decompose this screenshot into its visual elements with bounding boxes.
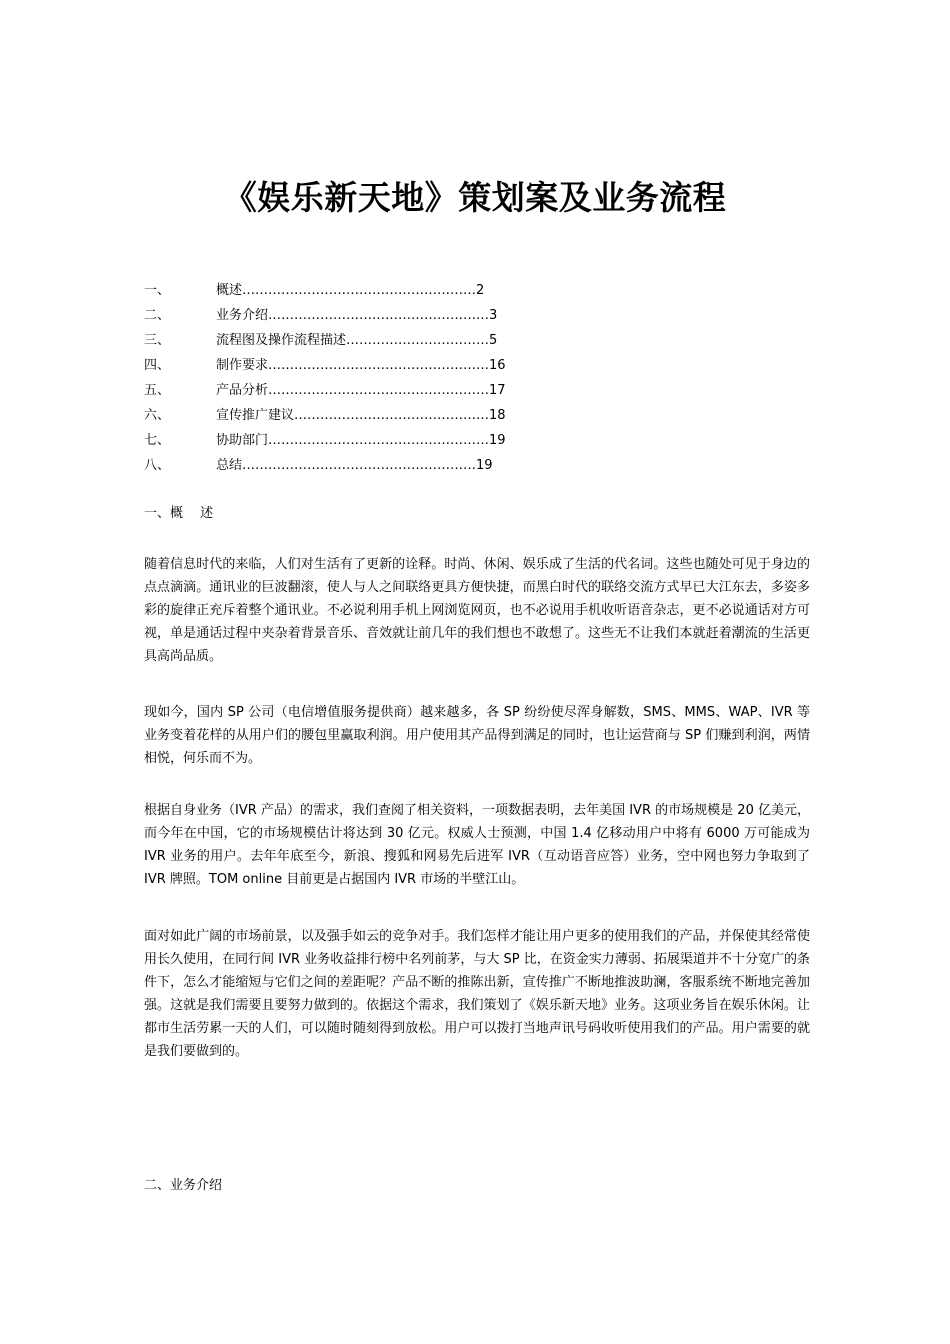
toc-number: 四、 <box>144 358 171 373</box>
toc-entry[interactable] <box>144 353 564 378</box>
paragraph-intro: 随着信息时代的来临，人们对生活有了更新的诠释。时尚、休闲、娱乐成了生活的代名词。这些也随处可见于身边的点点滴滴。通讯业的巨波翻滚，使人与人之间联络更具方便快捷，而黑白时代的联络交流方式早已大江东去，多姿多彩的旋律正充斥着整个通讯业。不必说利用手机上网浏览网页，也不必说用手机收听语音杂志，更不必说通话对方可视，单是通话过程中夹杂着背景音乐、音效就让前几年的我们想也不敢想了。这些无不让我们本就赶着潮流的生活更具高尚品质。 <box>144 557 810 664</box>
toc-label: 宣传推广建议 <box>216 408 295 423</box>
toc-label: 产品分析 <box>216 383 269 398</box>
toc-label: 制作要求 <box>216 358 269 373</box>
toc-leader: ……………………………………………… <box>242 283 477 298</box>
toc-entry[interactable] <box>144 328 564 353</box>
toc-label: 概述 <box>216 283 243 298</box>
toc-page-number: 16 <box>489 358 506 373</box>
table-of-contents <box>144 278 564 478</box>
toc-entry[interactable] <box>144 378 564 403</box>
paragraph-strategy: 面对如此广阔的市场前景，以及强手如云的竞争对手。我们怎样才能让用户更多的使用我们的产品，并保使其经常使用长久使用，在同行间 IVR 业务收益排行榜中名列前茅，与大 SP 比，在资金实力薄弱、拓展渠道并不十分宽广的条件下，怎么才能缩短与它们之间的差距呢？产品不断的推陈出新，宣传推广不断地推波助澜，客服系统不断地完善加强。这就是我们需要且要努力做到的。依据这个需求，我们策划了《娱乐新天地》业务。这项业务旨在娱乐休闲。让都市生活劳累一天的人们，可以随时随刻得到放松。用户可以拨打当地声讯号码收听使用我们的产品。用户需要的就是我们要做到的。 <box>144 929 810 1059</box>
toc-label: 业务介绍 <box>216 308 269 323</box>
toc-entry[interactable] <box>144 278 564 303</box>
toc-leader: …………………………………………… <box>268 308 490 323</box>
toc-leader: …………………………………………… <box>268 358 490 373</box>
toc-label: 协助部门 <box>216 433 269 448</box>
section-heading-business-intro: 二、业务介绍 <box>144 1178 223 1193</box>
toc-number: 二、 <box>144 308 171 323</box>
toc-label: 总结 <box>216 458 243 473</box>
toc-number: 五、 <box>144 383 171 398</box>
paragraph-sp-market: 现如今，国内 SP 公司（电信增值服务提供商）越来越多，各 SP 纷纷使尽浑身解数，SMS、MMS、WAP、IVR 等业务变着花样的从用户们的腰包里赢取利润。用户使用其产品得到满足的同时，也让运营商与 SP 们赚到利润，两情相悦，何乐而不为。 <box>144 705 810 766</box>
toc-number: 一、 <box>144 283 171 298</box>
paragraph-ivr-data: 根据自身业务（IVR 产品）的需求，我们查阅了相关资料，一项数据表明，去年美国 IVR 的市场规模是 20 亿美元，而今年在中国，它的市场规模估计将达到 30 亿元。权威人士预测，中国 1.4 亿移动用户中将有 6000 万可能成为 IVR 业务的用户。去年年底至今，新浪、搜狐和网易先后进军 IVR（互动语音应答）业务，空中网也努力争取到了 IVR 牌照。TOM online 目前更是占据国内 IVR 市场的半壁江山。 <box>144 803 810 887</box>
toc-page-number: 18 <box>489 408 506 423</box>
toc-number: 八、 <box>144 458 171 473</box>
page-title: 《娱乐新天地》策划案及业务流程 <box>223 178 727 218</box>
toc-number: 七、 <box>144 433 171 448</box>
toc-page-number: 19 <box>476 458 493 473</box>
toc-number: 六、 <box>144 408 171 423</box>
toc-page-number: 19 <box>489 433 506 448</box>
section-heading-overview: 一、概 述 <box>144 506 214 521</box>
toc-label: 流程图及操作流程描述 <box>216 333 347 348</box>
toc-entry[interactable] <box>144 453 564 478</box>
toc-page-number: 17 <box>489 383 506 398</box>
toc-page-number: 5 <box>489 333 498 348</box>
toc-entry[interactable] <box>144 428 564 453</box>
toc-page-number: 2 <box>476 283 485 298</box>
toc-leader: …………………………………………… <box>268 383 490 398</box>
toc-page-number: 3 <box>489 308 498 323</box>
toc-leader: ……………………………………… <box>294 408 490 423</box>
toc-entry[interactable] <box>144 303 564 328</box>
toc-entry[interactable] <box>144 403 564 428</box>
toc-leader: ……………………………………………… <box>242 458 477 473</box>
toc-leader: …………………………… <box>346 333 490 348</box>
toc-number: 三、 <box>144 333 171 348</box>
toc-leader: …………………………………………… <box>268 433 490 448</box>
